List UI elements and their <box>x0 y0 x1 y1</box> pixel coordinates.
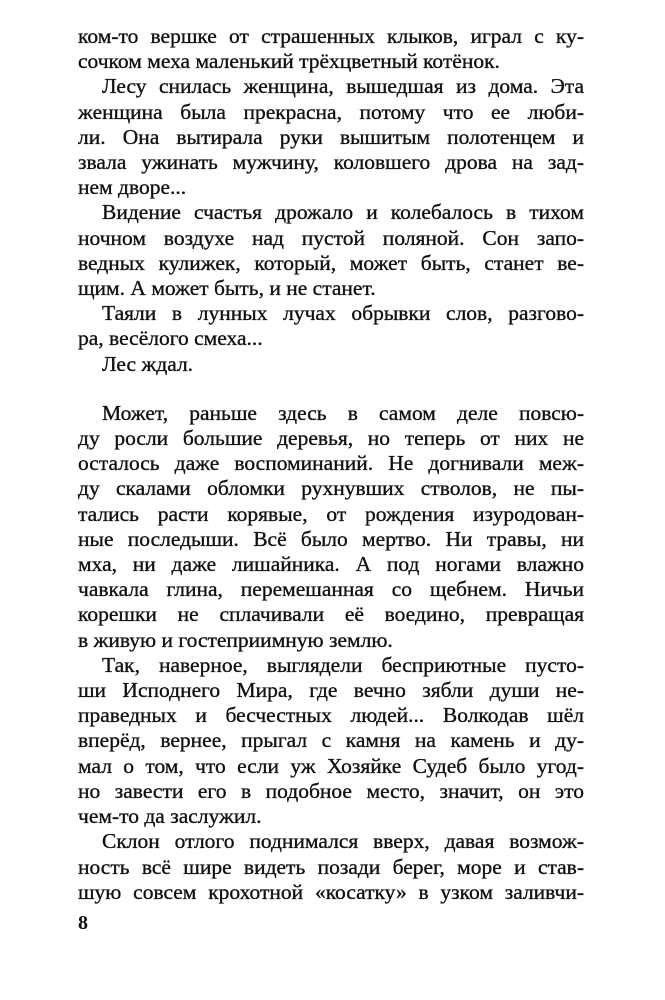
text-line: звала ужинать мужчину, коловшего дрова на зад- <box>78 150 584 175</box>
paragraph <box>78 24 584 74</box>
text-line: ду росли большие деревья, но теперь от них не <box>78 426 584 451</box>
text-line: корешки не сплачивали её воедино, превращая <box>78 602 584 627</box>
text-line: женщина была прекрасна, потому что ее люби- <box>78 99 584 124</box>
text-line: ные последыши. Всё было мертво. Ни травы, ни <box>78 526 584 551</box>
page-number: 8 <box>78 912 88 934</box>
book-page-text <box>78 24 584 905</box>
text-line: Склон отлого поднимался вверх, давая возмож- <box>102 829 584 854</box>
paragraph <box>78 352 584 377</box>
paragraph <box>78 829 584 905</box>
text-line: щим. А может быть, и не станет. <box>78 276 376 301</box>
paragraph <box>78 74 584 200</box>
text-line: нем дворе... <box>78 175 187 200</box>
text-line: ли. Она вытирала руки вышитым полотенцем и <box>78 124 584 149</box>
text-line: ши Исподнего Мира, где вечно зябли души не- <box>78 678 584 703</box>
text-line: ночном воздухе над пустой поляной. Сон запо- <box>78 225 584 250</box>
text-line: тались расти корявые, от рождения изуродован- <box>78 501 584 526</box>
text-line: в живую и гостеприимную землю. <box>78 627 393 652</box>
paragraph <box>78 401 584 653</box>
text-line: но завести его в подобное место, значит, он это <box>78 778 584 803</box>
text-line: ведных кулижек, который, может быть, станет ве- <box>78 250 584 275</box>
text-line: Таяли в лунных лучах обрывки слов, разгово- <box>102 301 584 326</box>
text-line: ра, весёлого смеха... <box>78 326 263 351</box>
text-line: Лесу снилась женщина, вышедшая из дома. Эта <box>102 74 584 99</box>
text-line: Лес ждал. <box>102 351 194 376</box>
paragraph <box>78 200 584 301</box>
text-line: Так, наверное, выглядели бесприютные пусто- <box>102 652 584 677</box>
text-line: ность всё шире видеть позади берег, море и став- <box>78 854 584 879</box>
text-line: ду скалами обломки рухнувших стволов, не пы- <box>78 476 584 501</box>
text-line: мха, ни даже лишайника. А под ногами влажно <box>78 552 584 577</box>
text-line: праведных и бесчестных людей... Волкодав шёл <box>78 703 584 728</box>
text-line: Может, раньше здесь в самом деле повсю- <box>102 400 584 425</box>
text-line: Видение счастья дрожало и колебалось в тихом <box>102 200 584 225</box>
text-line: шую совсем крохотной «косатку» в узком заливчи- <box>78 879 584 904</box>
paragraph <box>78 653 584 829</box>
paragraph <box>78 301 584 351</box>
text-line: чавкала глина, перемешанная со щебнем. Ничьи <box>78 577 584 602</box>
text-line: осталось даже воспоминаний. Не догнивали меж- <box>78 451 584 476</box>
text-line: вперёд, вернее, прыгал с камня на камень и ду- <box>78 728 584 753</box>
text-line: сочком меха маленький трёхцветный котёнок. <box>78 49 500 74</box>
text-line: чем-то да заслужил. <box>78 804 262 829</box>
text-line: ком-то вершке от страшенных клыков, играл с ку- <box>78 24 584 48</box>
text-line: мал о том, что если уж Хозяйке Судеб было угод- <box>78 753 584 778</box>
section-break <box>78 377 584 401</box>
